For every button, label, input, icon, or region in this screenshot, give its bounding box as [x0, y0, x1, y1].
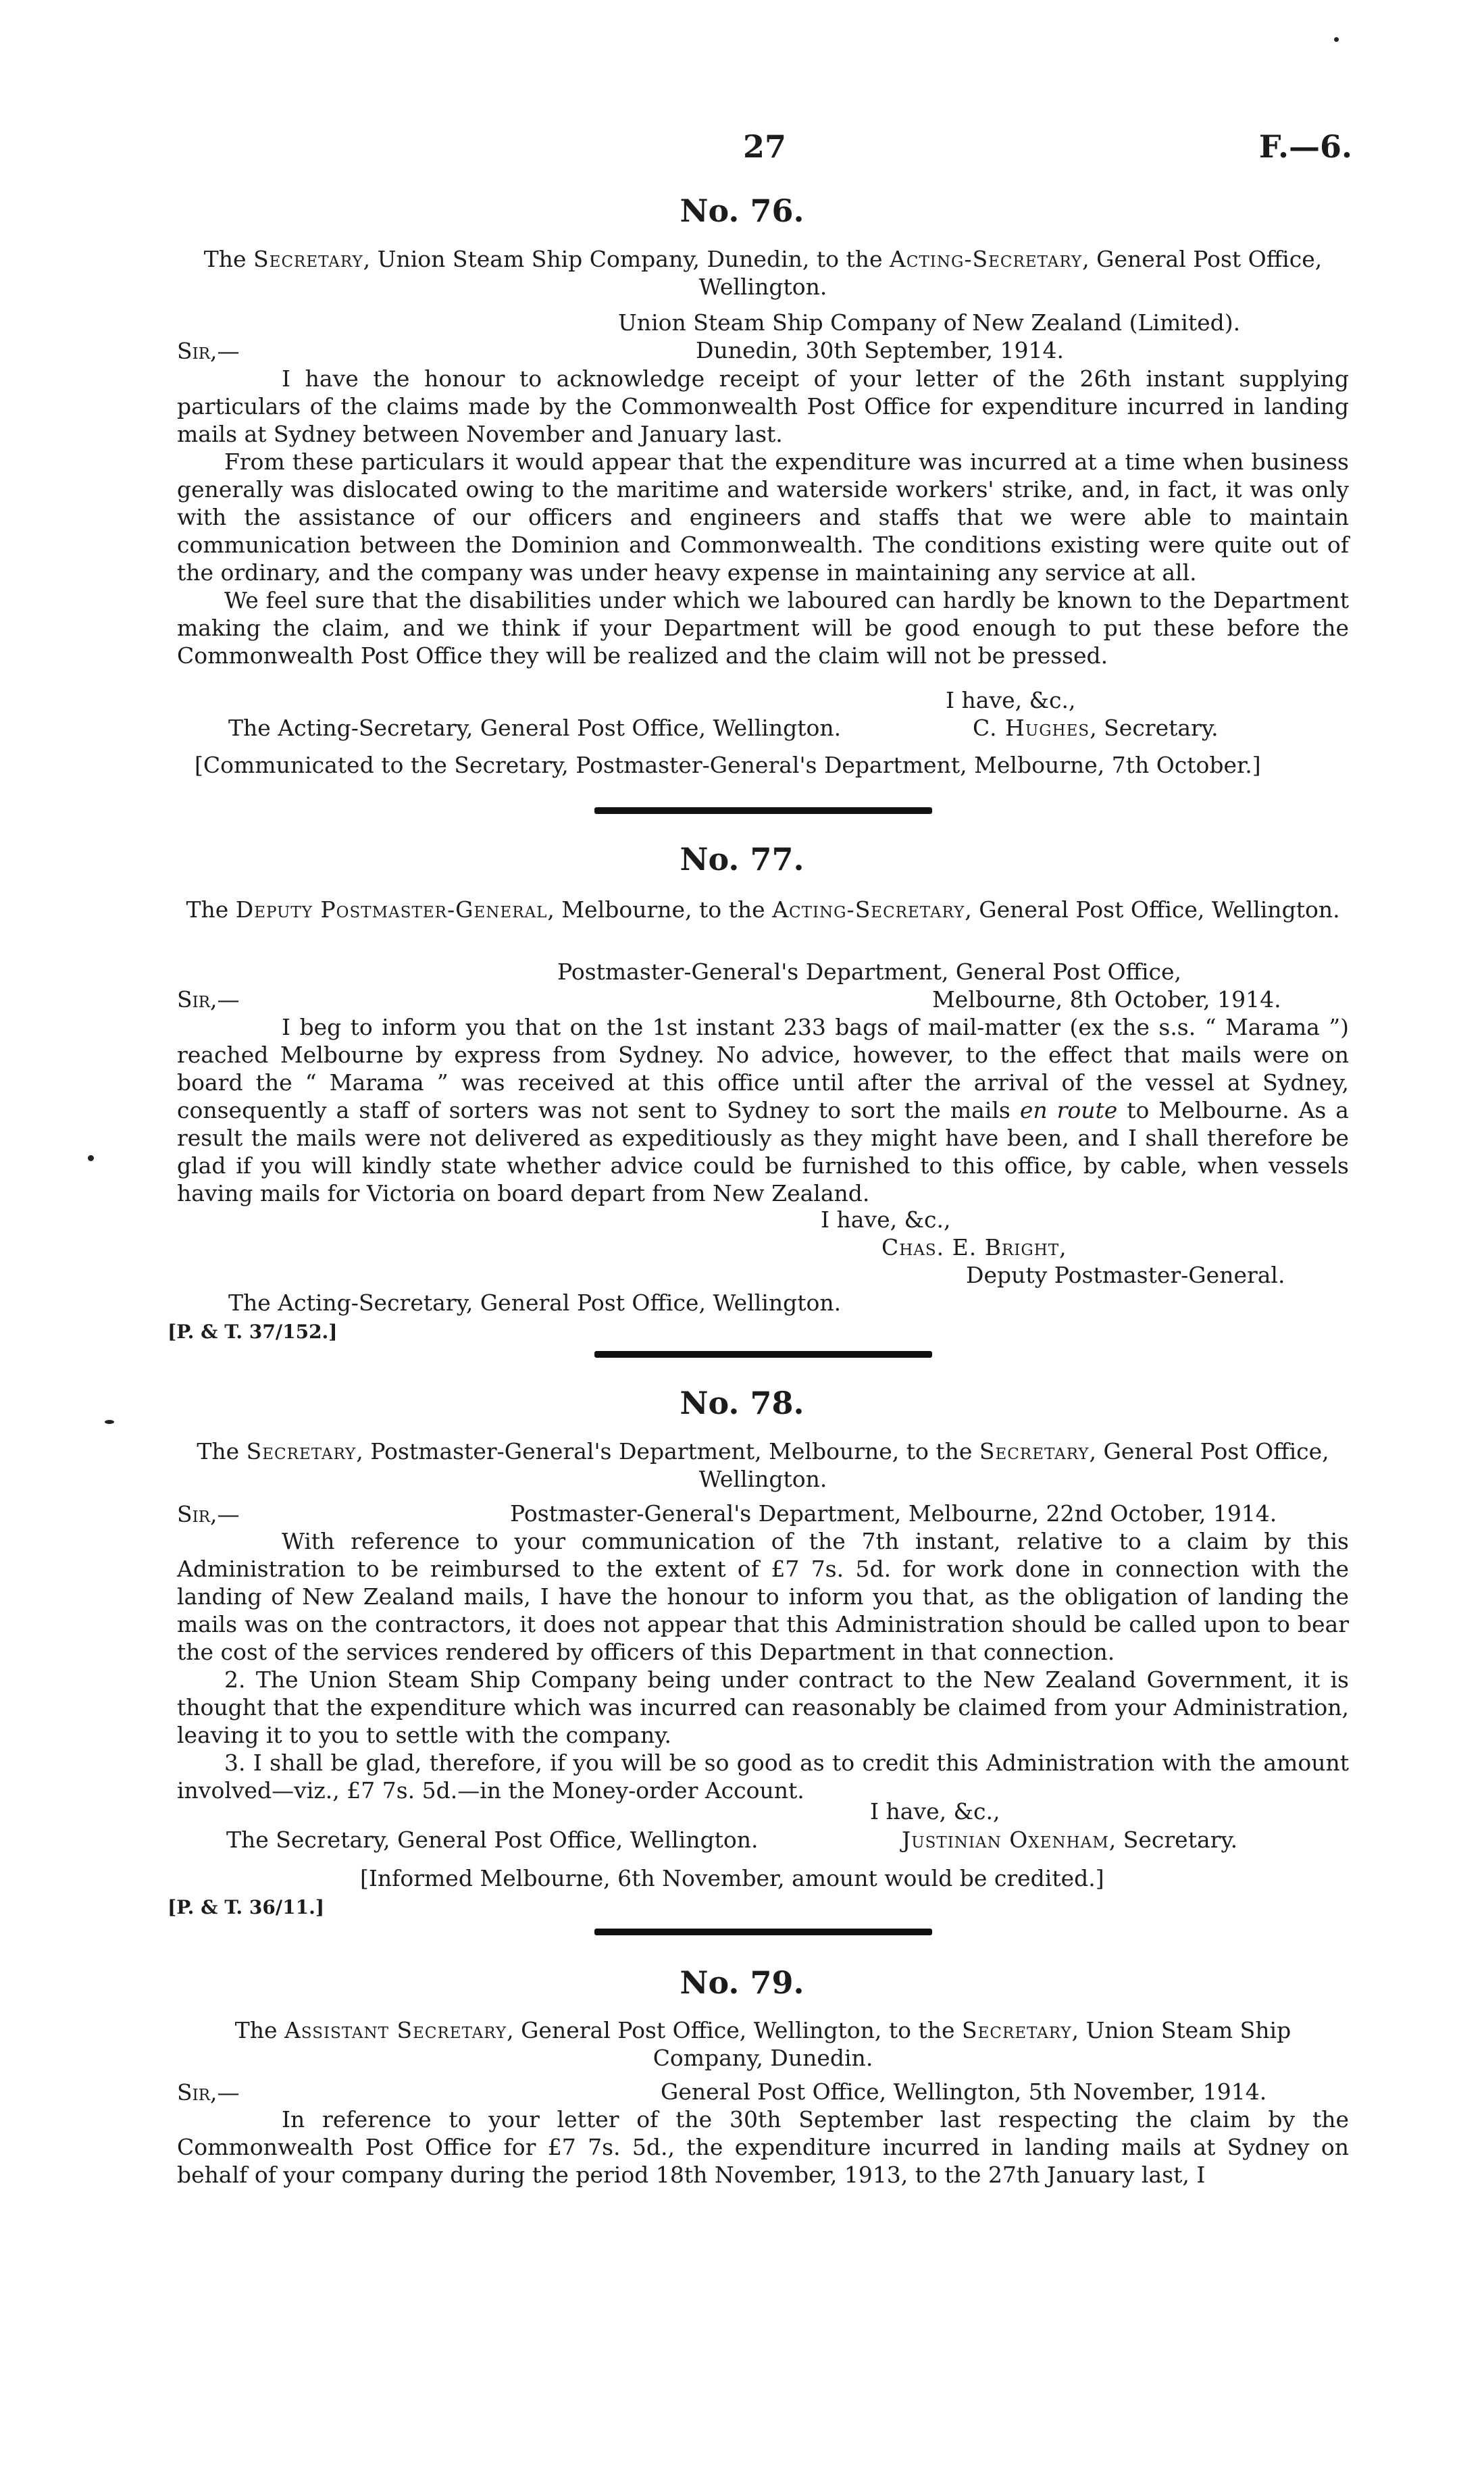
closing: I have, &c., — [821, 1206, 951, 1233]
heading-sender: Secretary — [246, 1438, 357, 1464]
letter-number: No. 79. — [680, 1964, 804, 2001]
signature-title: , Secretary. — [1108, 1827, 1238, 1853]
letter-heading — [177, 896, 1349, 923]
heading-recipient: Acting-Secretary — [890, 246, 1083, 272]
heading-text: The — [203, 246, 254, 272]
heading-sender: Assistant Secretary — [284, 2017, 507, 2043]
paragraph: I have the honour to acknowledge receipt of your letter of the 26th instant supplying particulars of the claims made by the Commonwealth Post Office for expenditure incurred in landing mails at Sydney between November and January last. — [177, 365, 1349, 447]
signature-name: Chas. E. Bright — [881, 1234, 1060, 1260]
signature-name: Justinian Oxenham — [902, 1827, 1109, 1853]
heading-text: , Union Steam Ship Company, Dunedin, to the — [363, 246, 890, 272]
italic-phrase: en route — [1019, 1097, 1118, 1123]
editorial-note: [Informed Melbourne, 6th November, amount would be credited.] — [360, 1865, 1104, 1891]
letter-number: No. 77. — [680, 841, 804, 877]
heading-text: The — [186, 896, 236, 923]
letter-heading — [177, 2016, 1349, 2072]
paragraph: In reference to your letter of the 30th September last respecting the claim by the Commonwealth Post Office for £7 7s. 5d., the expenditure incurred in landing mails at Sydney on behalf of your company during the period 18th November, 1913, to the 27th January last, I — [177, 2106, 1349, 2188]
heading-recipient: Acting-Secretary — [772, 896, 965, 923]
paragraph-text: to Melbourne. As a result the mails were not delivered as expeditiously as they might have been, and I shall therefore be glad if you will kindly state whether advice could be furnished to this office, by cable, when vessels having mails for Victoria on board depart from New Zealand. — [177, 1097, 1349, 1206]
letter-date: Postmaster-General's Department, Melbourne, 22nd October, 1914. — [510, 1500, 1277, 1527]
heading-text: , Union Steam Ship Company, Dunedin. — [653, 2017, 1291, 2071]
heading-text: , Postmaster-General's Department, Melbourne, to the — [356, 1438, 979, 1464]
scan-speck — [1334, 37, 1339, 42]
paragraph: With reference to your communication of the 7th instant, relative to a claim by this Administration to be reimbursed to the extent of £7 7s. 5d. for work done in connection with the landing of New Zealand mails, I have the honour to inform you that, as the obligation of landing the mails was on the contractors, it does not appear that this Administration should be called upon to bear the cost of the services rendered by officers of this Department in that connection. — [177, 1528, 1349, 1665]
paragraph — [177, 1013, 1349, 1207]
letter-number: No. 76. — [680, 193, 804, 229]
paragraph: 3. I shall be glad, therefore, if you will be so good as to credit this Administration with the amount involved—viz., £7 7s. 5d.—in the Money-order Account. — [177, 1750, 1349, 1804]
heading-text: , General Post Office, Wellington, to the — [507, 2017, 963, 2043]
scan-speck — [105, 1420, 114, 1424]
letter-body — [177, 2106, 1349, 2189]
letter-date: General Post Office, Wellington, 5th November, 1914. — [661, 2079, 1267, 2105]
addressee: The Secretary, General Post Office, Wellington. — [226, 1827, 759, 1853]
signature-title: , Secretary. — [1090, 715, 1219, 741]
letter-heading — [177, 245, 1349, 301]
heading-sender: Secretary — [253, 246, 363, 272]
letter-number: No. 78. — [680, 1385, 804, 1421]
salutation: Sir,— — [177, 2079, 240, 2106]
letter-body — [177, 1527, 1349, 1804]
heading-sender: Deputy Postmaster-General — [235, 896, 548, 923]
signature-punct: , — [1059, 1234, 1067, 1260]
heading-text: , Melbourne, to the — [547, 896, 773, 923]
section-divider — [594, 1351, 932, 1358]
signature — [902, 1826, 1237, 1854]
letter-heading — [177, 1437, 1349, 1493]
paper-id: F.—6. — [1258, 128, 1352, 165]
sender-address: Union Steam Ship Company of New Zealand (Limited). — [618, 309, 1241, 336]
paragraph: We feel sure that the disabilities under which we laboured can hardly be known to the Department making the claim, and we think if your Department will be good enough to put these before the Commonwealth Post Office they will be realized and the claim will not be pressed. — [177, 587, 1349, 669]
file-reference: [P. & T. 37/152.] — [168, 1321, 338, 1343]
paragraph-text: I beg to inform you that on the 1st instant 233 bags of mail-matter (ex the s.s. “ Marama ”) reached Melbourne by express from Sydney. No advice, however, to the effect that mails were on board the “ Marama ” was received at this office until after the arrival of the vessel at Sydney, consequently a staff of sorters was not sent to Sydney to sort the mails — [177, 1014, 1349, 1123]
section-divider — [594, 807, 932, 814]
signature-title: Deputy Postmaster-General. — [966, 1262, 1285, 1288]
page-number: 27 — [743, 128, 787, 165]
addressee: The Acting-Secretary, General Post Office, Wellington. — [228, 1290, 842, 1316]
signature-name: C. Hughes — [973, 715, 1090, 741]
letter-date: Dunedin, 30th September, 1914. — [696, 337, 1064, 363]
heading-text: The — [197, 1438, 247, 1464]
sender-address: Postmaster-General's Department, General Post Office, — [557, 959, 1181, 985]
heading-text: , General Post Office, Wellington. — [698, 1438, 1329, 1492]
signature — [881, 1233, 1067, 1261]
addressee: The Acting-Secretary, General Post Office, Wellington. — [228, 715, 842, 741]
salutation: Sir,— — [177, 1501, 240, 1527]
letter-body — [177, 1013, 1349, 1207]
editorial-note: [Communicated to the Secretary, Postmaster-General's Department, Melbourne, 7th October.] — [195, 752, 1261, 778]
scan-speck — [88, 1155, 94, 1161]
closing: I have, &c., — [870, 1798, 1000, 1825]
section-divider — [594, 1929, 932, 1935]
heading-text: The — [234, 2017, 285, 2043]
salutation: Sir,— — [177, 986, 240, 1013]
paragraph: From these particulars it would appear that the expenditure was incurred at a time when business generally was dislocated owing to the maritime and waterside workers' strike, and, in fact, it was only with the assistance of our officers and engineers and staffs that we were able to maintain communication between the Dominion and Commonwealth. The conditions existing were quite out of the ordinary, and the company was under heavy expense in maintaining any service at all. — [177, 449, 1349, 586]
heading-text: , General Post Office, Wellington. — [698, 246, 1323, 300]
signature — [973, 714, 1219, 742]
heading-recipient: Secretary — [962, 2017, 1072, 2043]
closing: I have, &c., — [946, 687, 1076, 713]
file-reference: [P. & T. 36/11.] — [168, 1896, 325, 1918]
letter-date: Melbourne, 8th October, 1914. — [932, 986, 1281, 1013]
heading-text: , General Post Office, Wellington. — [965, 896, 1340, 923]
paragraph: 2. The Union Steam Ship Company being under contract to the New Zealand Government, it is thought that the expenditure which was incurred can reasonably be claimed from your Administration, leaving it to you to settle with the company. — [177, 1666, 1349, 1748]
letter-body — [177, 365, 1349, 669]
heading-recipient: Secretary — [979, 1438, 1090, 1464]
salutation: Sir,— — [177, 338, 240, 364]
